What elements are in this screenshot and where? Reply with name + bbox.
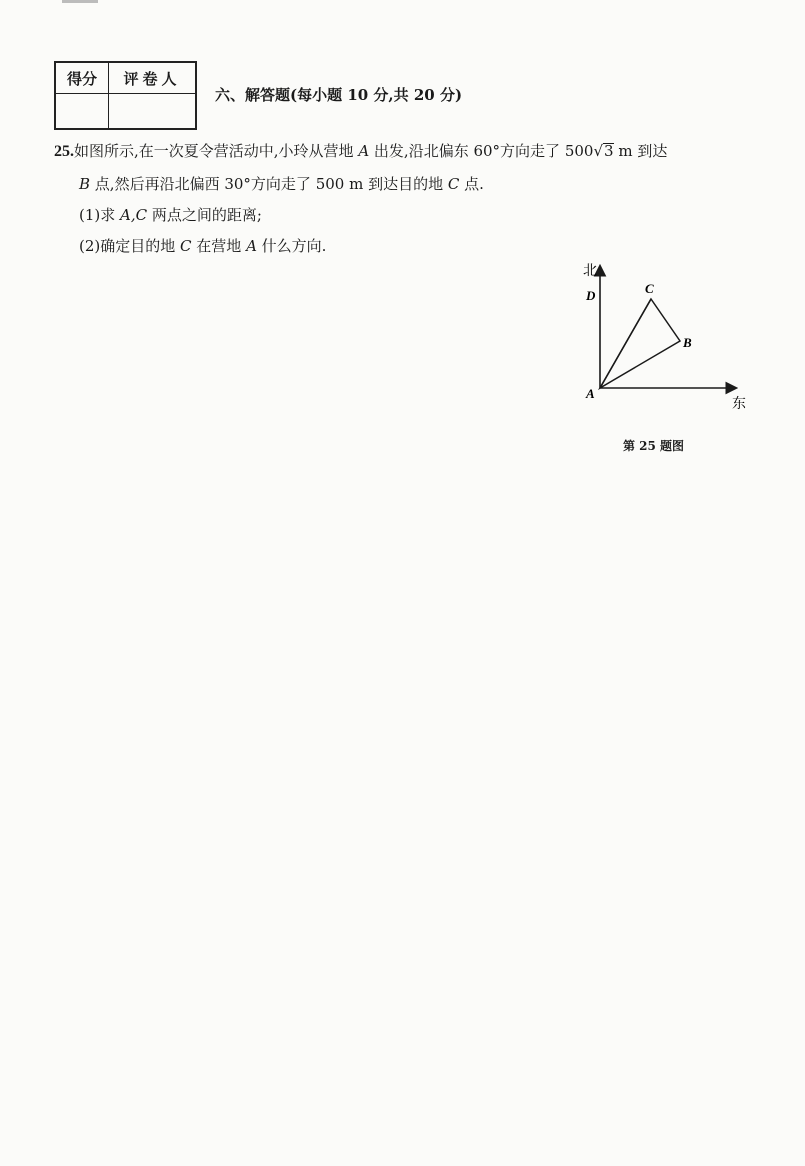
question-text: 点.	[459, 175, 484, 193]
point-a-ref: A	[246, 237, 257, 255]
point-a-label: A	[586, 386, 595, 401]
question-text: 出发,沿北偏东 60°方向走了 500	[369, 142, 594, 160]
question-line-1	[54, 140, 667, 161]
sub-question-2	[79, 235, 326, 256]
sub-question-1	[79, 204, 262, 225]
north-label: 北	[583, 263, 597, 279]
point-c-ref: C	[180, 237, 192, 255]
sub-question-text: 两点之间的距离;	[147, 206, 262, 224]
score-header: 得分	[55, 62, 109, 94]
question-text: 点,然后再沿北偏西 30°方向走了 500 m 到达目的地	[90, 175, 448, 193]
segment-ac	[600, 299, 651, 388]
sub-question-text: 在营地	[191, 237, 247, 255]
point-a-ref: A	[358, 142, 370, 160]
question-line-2	[79, 173, 484, 194]
grader-header: 评卷人	[109, 62, 197, 94]
score-table	[54, 61, 197, 130]
point-b-ref: B	[79, 175, 91, 193]
question-number: 25.	[54, 143, 74, 160]
point-d-label: D	[586, 288, 596, 303]
point-c-ref: C	[447, 175, 460, 193]
question-text: m 到达	[613, 142, 668, 160]
east-label: 东	[732, 396, 746, 412]
sub-question-text: 什么方向.	[256, 237, 327, 255]
triangle-abc	[600, 299, 680, 388]
page-top-mark	[62, 0, 98, 3]
grader-cell	[109, 94, 197, 130]
section-title: 六、解答题(每小题 10 分,共 20 分)	[215, 86, 463, 104]
sub-question-text: (2)确定目的地	[79, 237, 181, 255]
point-c-label: C	[645, 281, 654, 296]
score-cell	[55, 94, 109, 130]
question-text: 如图所示,在一次夏令营活动中,小玲从营地	[74, 142, 359, 160]
points-ac-ref: A,C	[120, 206, 148, 224]
point-b-label: B	[683, 335, 692, 350]
compass-diagram	[565, 255, 750, 415]
sqrt-symbol: √	[593, 142, 604, 160]
figure-caption: 第 25 题图	[623, 439, 685, 453]
sqrt-argument: 3	[604, 142, 614, 160]
sub-question-text: (1)求	[79, 206, 121, 224]
